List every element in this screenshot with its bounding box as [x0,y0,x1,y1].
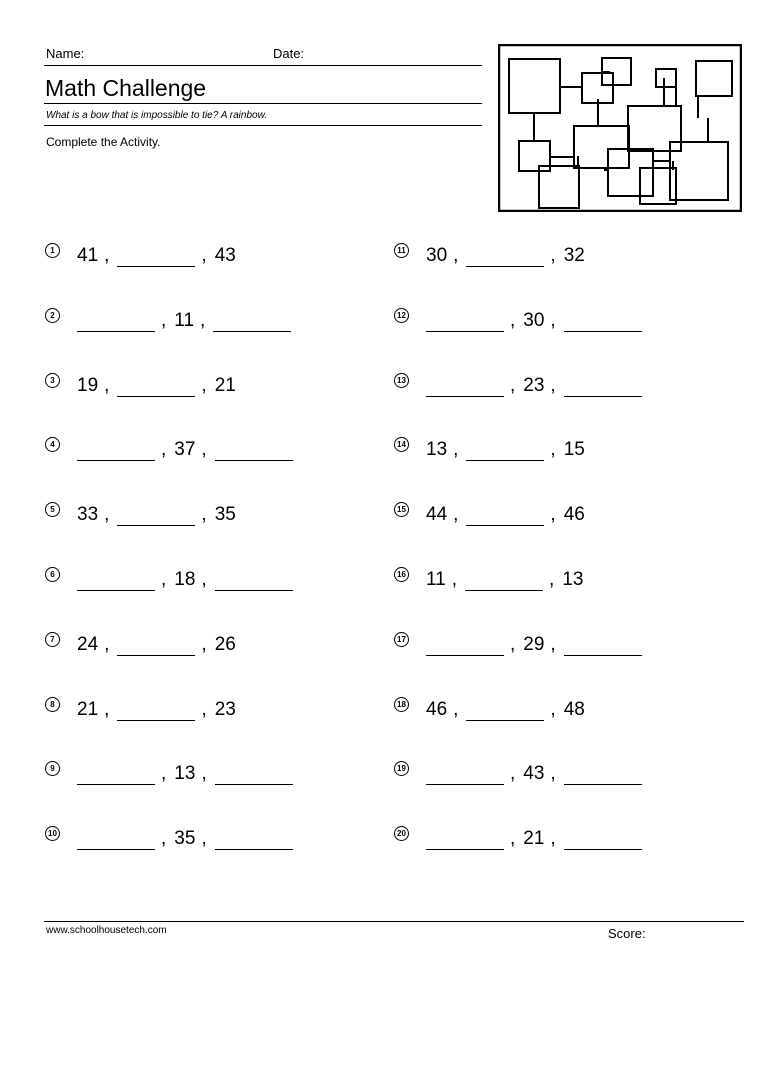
answer-blank[interactable] [564,638,642,656]
problem-number-badge: 11 [394,243,409,258]
problem-3 [45,373,365,413]
number-sequence [77,828,293,850]
problem-18 [394,697,714,737]
comma-separator: , [550,375,556,396]
answer-blank[interactable] [564,767,642,785]
answer-blank[interactable] [564,832,642,850]
footer-url[interactable]: www.schoolhousetech.com [46,925,167,936]
sequence-term: 11 [174,310,195,331]
problem-9 [45,761,365,801]
answer-blank[interactable] [77,573,155,591]
sequence-term: 43 [523,763,545,784]
comma-separator: , [201,699,207,720]
sequence-term: 19 [77,375,99,396]
comma-separator: , [104,699,110,720]
answer-blank[interactable] [77,443,155,461]
name-label: Name: [46,46,85,61]
answer-blank[interactable] [215,767,293,785]
problem-14 [394,437,714,477]
comma-separator: , [510,763,516,784]
answer-blank[interactable] [426,767,504,785]
problem-number-badge: 2 [45,308,60,323]
number-sequence [77,569,293,591]
comma-separator: , [201,569,207,590]
answer-blank[interactable] [77,314,155,332]
sequence-term: 13 [562,569,584,590]
problem-15 [394,502,714,542]
problem-number-badge: 19 [394,761,409,776]
problem-number-badge: 3 [45,373,60,388]
number-sequence [426,439,585,461]
sequence-term: 24 [77,634,99,655]
answer-blank[interactable] [465,573,543,591]
problem-number-badge: 16 [394,567,409,582]
name-date-underline [44,65,482,66]
sequence-term: 29 [523,634,545,655]
comma-separator: , [550,504,556,525]
sequence-term: 11 [426,569,446,590]
comma-separator: , [453,439,459,460]
sequence-term: 33 [77,504,99,525]
comma-separator: , [201,634,207,655]
answer-blank[interactable] [426,379,504,397]
problem-5 [45,502,365,542]
comma-separator: , [451,569,458,590]
comma-separator: , [104,634,110,655]
answer-blank[interactable] [564,314,642,332]
number-sequence [77,245,236,267]
answer-blank[interactable] [77,832,155,850]
number-sequence [426,375,642,397]
problem-10 [45,826,365,866]
answer-blank[interactable] [117,703,195,721]
problem-4 [45,437,365,477]
sequence-term: 48 [563,699,585,720]
date-label: Date: [273,46,305,61]
comma-separator: , [161,310,167,331]
problem-20 [394,826,714,866]
answer-blank[interactable] [466,443,544,461]
answer-blank[interactable] [117,249,195,267]
answer-blank[interactable] [564,379,642,397]
sequence-term: 30 [523,310,545,331]
problem-number-badge: 15 [394,502,409,517]
number-sequence [426,569,583,591]
comma-separator: , [453,245,459,266]
answer-blank[interactable] [466,508,544,526]
comma-separator: , [510,634,516,655]
answer-blank[interactable] [213,314,291,332]
comma-separator: , [201,828,207,849]
number-sequence [77,439,293,461]
answer-blank[interactable] [77,767,155,785]
answer-blank[interactable] [466,249,544,267]
problem-11 [394,243,714,283]
number-sequence [77,634,236,656]
comma-separator: , [201,504,207,525]
problem-number-badge: 17 [394,632,409,647]
answer-blank[interactable] [117,638,195,656]
comma-separator: , [550,763,556,784]
comma-separator: , [161,569,167,590]
sequence-term: 46 [426,699,448,720]
sequence-term: 43 [214,245,236,266]
answer-blank[interactable] [215,832,293,850]
sequence-term: 46 [563,504,585,525]
sequence-term: 23 [523,375,545,396]
answer-blank[interactable] [117,379,195,397]
number-sequence [77,310,291,332]
comma-separator: , [104,375,110,396]
comma-separator: , [201,763,207,784]
comma-separator: , [453,699,459,720]
sequence-term: 44 [426,504,448,525]
problem-number-badge: 4 [45,437,60,452]
sequence-term: 32 [563,245,585,266]
problem-6 [45,567,365,607]
answer-blank[interactable] [117,508,195,526]
comma-separator: , [510,310,516,331]
comma-separator: , [550,439,556,460]
number-sequence [426,310,642,332]
problem-number-badge: 1 [45,243,60,258]
problem-number-badge: 12 [394,308,409,323]
number-sequence [426,699,585,721]
problem-13 [394,373,714,413]
answer-blank[interactable] [466,703,544,721]
problem-7 [45,632,365,672]
comma-separator: , [550,699,556,720]
problem-1 [45,243,365,283]
problem-number-badge: 18 [394,697,409,712]
sequence-term: 30 [426,245,448,266]
sequence-term: 37 [174,439,196,460]
footer-line [44,921,744,922]
sequence-term: 35 [174,828,196,849]
number-sequence [77,504,236,526]
sequence-term: 15 [563,439,585,460]
comma-separator: , [201,375,207,396]
answer-blank[interactable] [426,314,504,332]
number-sequence [426,634,642,656]
sequence-term: 21 [214,375,236,396]
decorative-squares-graphic [498,44,742,212]
instructions: Complete the Activity. [46,135,161,149]
number-sequence [77,699,236,721]
comma-separator: , [104,245,110,266]
comma-separator: , [550,634,556,655]
problem-number-badge: 10 [45,826,60,841]
problem-16 [394,567,714,607]
problem-17 [394,632,714,672]
comma-separator: , [161,439,167,460]
problem-number-badge: 5 [45,502,60,517]
problem-number-badge: 7 [45,632,60,647]
answer-blank[interactable] [215,443,293,461]
comma-separator: , [550,245,556,266]
comma-separator: , [104,504,110,525]
riddle-text: What is a bow that is impossible to tie? A rainbow. [46,110,268,121]
score-label: Score: [608,926,646,941]
number-sequence [426,245,585,267]
comma-separator: , [201,245,207,266]
problem-8 [45,697,365,737]
problem-number-badge: 8 [45,697,60,712]
comma-separator: , [161,763,167,784]
page-title: Math Challenge [45,75,207,101]
sequence-term: 26 [214,634,236,655]
answer-blank[interactable] [426,832,504,850]
comma-separator: , [550,310,556,331]
number-sequence [426,828,642,850]
number-sequence [77,375,236,397]
sequence-term: 18 [174,569,196,590]
comma-separator: , [510,828,516,849]
answer-blank[interactable] [215,573,293,591]
number-sequence [426,763,642,785]
comma-separator: , [550,828,556,849]
problem-2 [45,308,365,348]
comma-separator: , [453,504,459,525]
number-sequence [77,763,293,785]
problem-number-badge: 6 [45,567,60,582]
sequence-term: 13 [426,439,448,460]
sequence-term: 23 [214,699,236,720]
comma-separator: , [200,310,206,331]
sequence-term: 35 [214,504,236,525]
comma-separator: , [161,828,167,849]
comma-separator: , [510,375,516,396]
sequence-term: 21 [77,699,99,720]
number-sequence [426,504,585,526]
sequence-term: 13 [174,763,196,784]
problem-12 [394,308,714,348]
riddle-underline [44,125,482,126]
sequence-term: 21 [523,828,545,849]
problem-19 [394,761,714,801]
problem-number-badge: 13 [394,373,409,388]
sequence-term: 41 [77,245,99,266]
title-underline [44,103,482,104]
problem-number-badge: 14 [394,437,409,452]
comma-separator: , [549,569,555,590]
problem-number-badge: 9 [45,761,60,776]
problem-number-badge: 20 [394,826,409,841]
comma-separator: , [201,439,207,460]
answer-blank[interactable] [426,638,504,656]
